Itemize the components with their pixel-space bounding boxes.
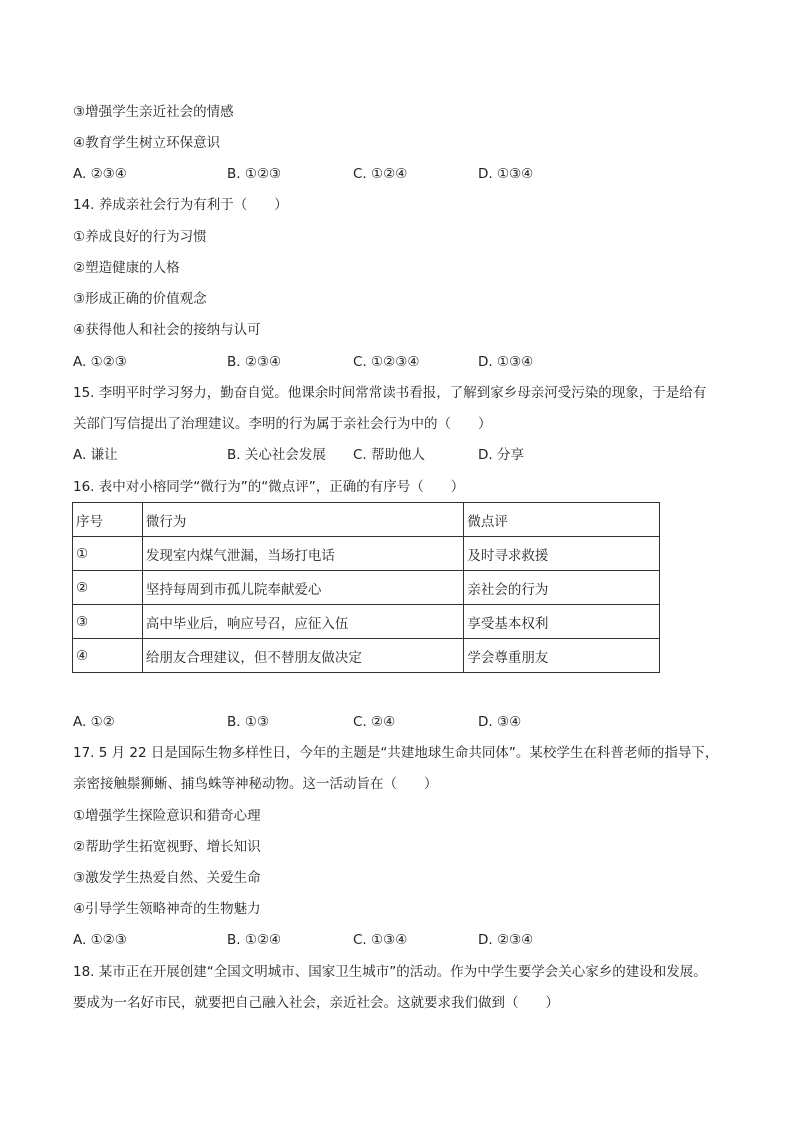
q15-option-c[interactable]: C. 帮助他人 <box>353 447 426 463</box>
q15-options <box>73 445 633 465</box>
q17-options <box>73 930 633 950</box>
q15-option-d[interactable]: D. 分享 <box>478 447 524 463</box>
q15-option-a[interactable]: A. 谦让 <box>73 447 118 463</box>
table-row <box>73 571 660 605</box>
q14-stem: 14. 养成亲社会行为有利于（ ） <box>73 197 288 213</box>
q18-stem-line2: 要成为一名好市民，就要把自己融入社会，亲近社会。这就要求我们做到（ ） <box>73 995 559 1011</box>
q14-option-a[interactable]: A. ①②③ <box>73 354 127 370</box>
q14-statement-4: ④获得他人和社会的接纳与认可 <box>73 322 261 338</box>
table-cell: 学会尊重朋友 <box>464 639 660 673</box>
q18-stem-line1: 18. 某市正在开展创建“全国文明城市、国家卫生城市”的活动。作为中学生要学会关心家乡的建设和发展。 <box>73 964 707 980</box>
q16-option-a[interactable]: A. ①② <box>73 714 115 730</box>
q17-stem-line2: 亲密接触鬃狮蜥、捕鸟蛛等神秘动物。这一活动旨在（ ） <box>73 776 438 792</box>
table-header-cell: 微行为 <box>142 503 463 537</box>
q17-statement-4: ④引导学生领略神奇的生物魅力 <box>73 901 261 917</box>
table-cell: 给朋友合理建议，但不替朋友做决定 <box>142 639 463 673</box>
q17-option-a[interactable]: A. ①②③ <box>73 932 127 948</box>
table-row <box>73 537 660 571</box>
table-header-cell: 微点评 <box>464 503 660 537</box>
q13-option-d[interactable]: D. ①③④ <box>478 166 534 182</box>
q16-options <box>73 712 633 732</box>
table-row <box>73 639 660 673</box>
table-cell: 及时寻求救援 <box>464 537 660 571</box>
q16-option-b[interactable]: B. ①③ <box>227 714 270 730</box>
table-row <box>73 605 660 639</box>
q13-statement-3: ③增强学生亲近社会的情感 <box>73 104 234 120</box>
q14-statement-3: ③形成正确的价值观念 <box>73 291 207 307</box>
q14-option-c[interactable]: C. ①②③④ <box>353 354 420 370</box>
q13-options <box>73 164 633 184</box>
q15-stem-line2: 关部门写信提出了治理建议。李明的行为属于亲社会行为中的（ ） <box>73 416 492 432</box>
q13-option-b[interactable]: B. ①②③ <box>227 166 282 182</box>
q17-option-c[interactable]: C. ①③④ <box>353 932 408 948</box>
table-cell: 亲社会的行为 <box>464 571 660 605</box>
q14-statement-1: ①养成良好的行为习惯 <box>73 229 207 245</box>
q14-option-b[interactable]: B. ②③④ <box>227 354 282 370</box>
q17-statement-1: ①增强学生探险意识和猎奇心理 <box>73 808 261 824</box>
q17-stem-line1: 17. 5 月 22 日是国际生物多样性日，今年的主题是“共建地球生命共同体”。某校学生在科普老师的指导下， <box>73 745 719 761</box>
q13-option-c[interactable]: C. ①②④ <box>353 166 408 182</box>
q15-option-b[interactable]: B. 关心社会发展 <box>227 447 326 463</box>
q14-options <box>73 352 633 372</box>
q17-option-b[interactable]: B. ①②④ <box>227 932 282 948</box>
q16-option-d[interactable]: D. ③④ <box>478 714 522 730</box>
q14-statement-2: ②塑造健康的人格 <box>73 260 180 276</box>
table-header-cell: 序号 <box>73 503 143 537</box>
q16-table <box>72 502 660 673</box>
table-cell: ② <box>73 571 143 605</box>
table-cell: 坚持每周到市孤儿院奉献爱心 <box>142 571 463 605</box>
table-cell: 高中毕业后，响应号召，应征入伍 <box>142 605 463 639</box>
q17-statement-2: ②帮助学生拓宽视野、增长知识 <box>73 839 261 855</box>
q17-option-d[interactable]: D. ②③④ <box>478 932 534 948</box>
q13-option-a[interactable]: A. ②③④ <box>73 166 127 182</box>
table-header-row <box>73 503 660 537</box>
q17-statement-3: ③激发学生热爱自然、关爱生命 <box>73 870 261 886</box>
table-cell: 发现室内煤气泄漏，当场打电话 <box>142 537 463 571</box>
q13-statement-4: ④教育学生树立环保意识 <box>73 135 221 151</box>
table-cell: ① <box>73 537 143 571</box>
q16-stem: 16. 表中对小榕同学“微行为”的“微点评”，正确的有序号（ ） <box>73 479 465 495</box>
table-cell: ④ <box>73 639 143 673</box>
table-cell: ③ <box>73 605 143 639</box>
table-cell: 享受基本权利 <box>464 605 660 639</box>
q14-option-d[interactable]: D. ①③④ <box>478 354 534 370</box>
q16-option-c[interactable]: C. ②④ <box>353 714 396 730</box>
q15-stem-line1: 15. 李明平时学习努力，勤奋自觉。他课余时间常常读书看报，了解到家乡母亲河受污染的现象，于是给有 <box>73 385 707 401</box>
